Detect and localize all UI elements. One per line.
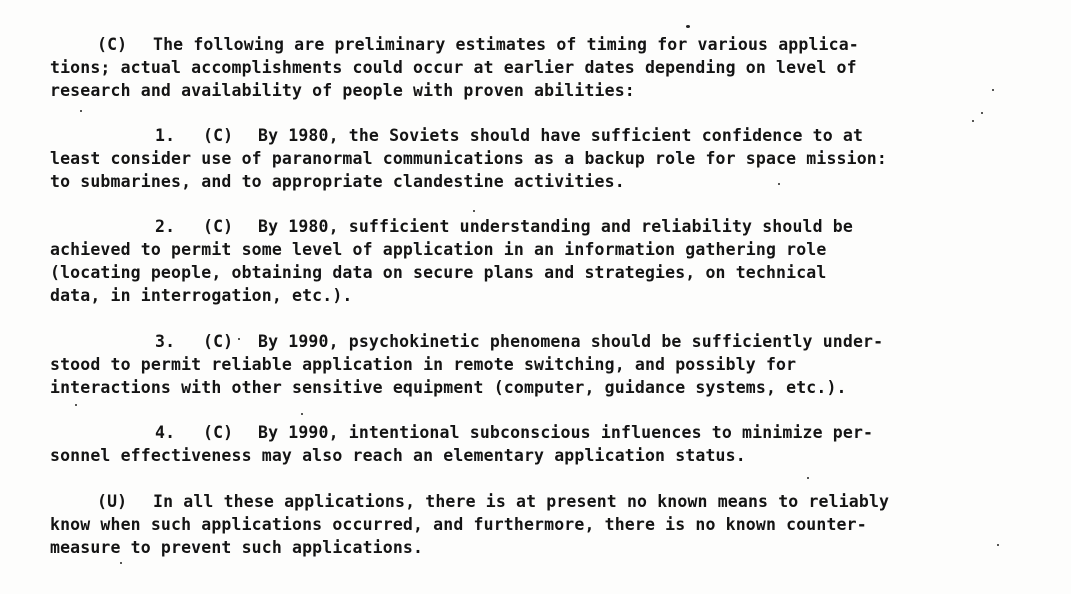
item-1-marking: (C)	[203, 126, 234, 145]
item-3-number: 3.	[155, 332, 176, 351]
intro-marking: (C)	[97, 35, 128, 54]
item-1-line-2: least consider use of paranormal communications as a backup role for space mission:	[50, 149, 887, 168]
scan-speck	[981, 112, 983, 114]
scan-speck	[992, 89, 994, 91]
scan-speck	[238, 338, 240, 340]
scan-speck	[997, 544, 999, 546]
item-1-line-1: By 1980, the Soviets should have sufficient confidence to at	[258, 126, 864, 145]
item-4-number: 4.	[155, 423, 176, 442]
item-3-line-1: By 1990, psychokinetic phenomena should be sufficiently under-	[258, 332, 884, 351]
item-2-line-2: achieved to permit some level of application in an information gathering role	[50, 240, 827, 259]
item-2-number: 2.	[155, 217, 176, 236]
item-1-number: 1.	[155, 126, 176, 145]
closing-line-2: know when such applications occurred, and furthermore, there is no known counter-	[50, 515, 867, 534]
scan-speck	[686, 25, 690, 28]
item-4-marking: (C)	[203, 423, 234, 442]
item-4-line-1: By 1990, intentional subconscious influences to minimize per-	[258, 423, 874, 442]
closing-marking: (U)	[97, 492, 128, 511]
item-3-line-3: interactions with other sensitive equipment (computer, guidance systems, etc.).	[50, 378, 847, 397]
scan-speck	[75, 404, 77, 406]
intro-line-1: The following are preliminary estimates of timing for various applica-	[153, 35, 859, 54]
item-2-line-1: By 1980, sufficient understanding and reliability should be	[258, 217, 853, 236]
item-3-line-2: stood to permit reliable application in remote switching, and possibly for	[50, 355, 797, 374]
item-2-line-4: data, in interrogation, etc.).	[50, 286, 353, 305]
closing-line-1: In all these applications, there is at present no known means to reliably	[153, 492, 890, 511]
item-3-marking: (C)	[203, 332, 234, 351]
closing-line-3: measure to prevent such applications.	[50, 538, 424, 557]
intro-line-3: research and availability of people with proven abilities:	[50, 81, 635, 100]
item-2-line-3: (locating people, obtaining data on secure plans and strategies, on technical	[50, 263, 827, 282]
scan-speck	[473, 210, 475, 212]
scan-speck	[807, 477, 809, 479]
item-2-marking: (C)	[203, 217, 234, 236]
item-1-line-3: to submarines, and to appropriate clandestine activities.	[50, 172, 625, 191]
item-4-line-2: sonnel effectiveness may also reach an elementary application status.	[50, 446, 746, 465]
scan-speck	[80, 110, 82, 112]
scan-speck	[120, 562, 122, 564]
scan-speck	[972, 120, 974, 122]
scan-speck	[778, 183, 780, 185]
scan-speck	[301, 413, 303, 415]
intro-line-2: tions; actual accomplishments could occur at earlier dates depending on level of	[50, 58, 857, 77]
